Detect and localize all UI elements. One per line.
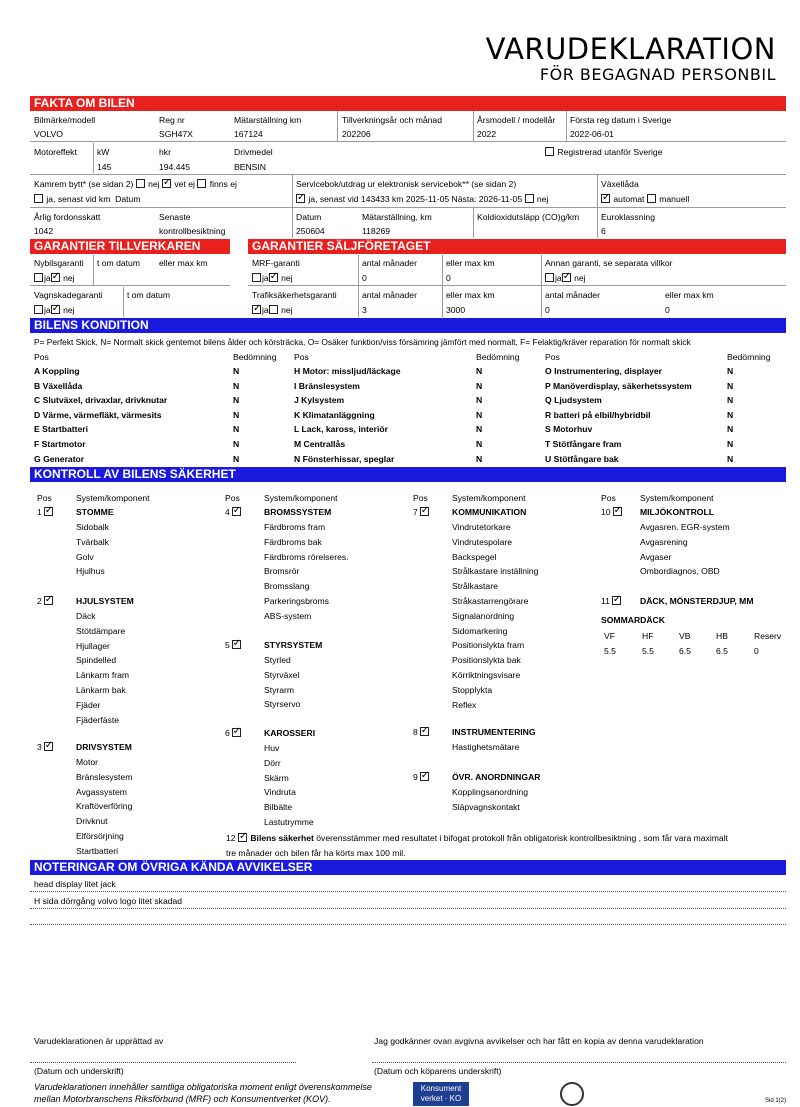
body-damage-nej-checkbox[interactable] — [51, 305, 60, 314]
seller-signature-caption: (Datum och underskrift) — [34, 1066, 124, 1076]
service-book-nej-checkbox[interactable] — [525, 194, 534, 203]
safety-group-header — [601, 507, 623, 517]
safety-item: Strålkastare inställning — [452, 566, 539, 577]
safety-group-checkbox[interactable] — [420, 727, 429, 736]
label-max-km: eller max km — [159, 258, 208, 268]
condition-item: G Generator — [34, 453, 85, 464]
safety-statement: 12 ✓ Bilens säkerhet överensstämmer med resultatet i bifogat protokoll från obligatorisk kontrollbesiktning , som får vara maximalt — [226, 833, 728, 843]
divider — [93, 143, 94, 173]
notes-heading: NOTERINGAR OM ÖVRIGA KÄNDA AVVIKELSER — [30, 860, 786, 875]
condition-item: K Klimatanläggning — [294, 409, 375, 420]
condition-pos-header: Pos — [34, 352, 49, 362]
label-manufactured: Tillverkningsår och månad — [342, 115, 442, 125]
label-odometer: Mätarställning km — [234, 115, 302, 125]
mrf-ja-checkbox[interactable] — [252, 273, 261, 282]
label-first-reg: Första reg datum i Sverige — [570, 115, 672, 125]
value-inspection-date: 250604 — [296, 226, 325, 236]
safety-group-header — [225, 507, 242, 517]
safety-system-header: System/komponent — [640, 493, 714, 503]
condition-item: C Slutväxel, drivaxlar, drivknutar — [34, 395, 168, 406]
traffic-nej-checkbox[interactable] — [269, 305, 278, 314]
safety-item: Spindelled — [76, 655, 117, 666]
value-first-reg: 2022-06-01 — [570, 129, 614, 139]
safety-item: Vindrutespolare — [452, 536, 513, 547]
safety-statement-line2: tre månader och bilen får ha körts max 100 mil. — [226, 848, 406, 858]
safety-item: Färdbroms bak — [264, 536, 322, 547]
note-line-1: head display litet jack — [34, 879, 116, 889]
divider — [442, 255, 443, 317]
safety-group-number: 10 — [601, 507, 611, 517]
summer-tires-label: SOMMARDÄCK — [601, 615, 665, 625]
safety-item: Styrservo — [264, 699, 301, 710]
safety-group-number: 5 — [225, 640, 230, 650]
label-traffic-months: antal månader — [362, 290, 417, 300]
safety-group-title: STYRSYSTEM — [264, 640, 323, 650]
condition-item: R batteri på elbil/hybridbil — [545, 409, 651, 420]
divider — [566, 111, 567, 141]
safety-item: Startbatteri — [76, 845, 119, 856]
seller-signature-line[interactable] — [30, 1062, 296, 1063]
label-co2: Koldioxidutsläpp (CO)g/km — [477, 212, 580, 222]
safety-group-title: KAROSSERI — [264, 728, 316, 738]
divider — [473, 208, 474, 238]
footer-note-1: Varudeklarationen innehåller samtliga obligatoriska moment enligt överenskommelse — [34, 1082, 372, 1092]
divider — [30, 285, 230, 286]
condition-item: H Motor: missljud/läckage — [294, 366, 401, 376]
condition-pos-header: Pos — [545, 352, 560, 362]
dealer-guarantee-heading: GARANTIER SÄLJFÖRETAGET — [248, 239, 786, 254]
safety-system-header: System/komponent — [76, 493, 150, 503]
traffic-options: ✓ja nej — [252, 305, 293, 315]
condition-heading: BILENS KONDITION — [30, 318, 786, 333]
safety-system-header: System/komponent — [452, 493, 526, 503]
label-service-book: Servicebok/utdrag ur elektronisk servicebok** (se sidan 2) — [296, 179, 517, 189]
divider — [30, 141, 786, 142]
tire-position-header: VB — [679, 631, 691, 641]
condition-grade: N — [233, 395, 240, 406]
divider — [292, 208, 293, 238]
value-traffic-km: 3000 — [446, 305, 466, 315]
document-title: VARUDEKLARATION — [485, 32, 776, 66]
safety-item: Bränslesystem — [76, 771, 133, 782]
safety-item: Sidobalk — [76, 522, 109, 532]
divider — [597, 208, 598, 238]
label-engine-power: Motoreffekt — [34, 147, 77, 157]
label-inspection-odometer: Mätarställning, km — [362, 212, 432, 222]
body-damage-ja-checkbox[interactable] — [34, 305, 43, 314]
label-new-car-guarantee: Nybilsgaranti — [34, 258, 84, 268]
safety-group-checkbox[interactable] — [612, 596, 621, 605]
safety-group-number: 7 — [413, 507, 418, 517]
condition-grade: N — [476, 439, 483, 449]
safety-group-number: 4 — [225, 507, 230, 517]
konsumentverket-logo: Konsument verket · KO — [413, 1082, 469, 1106]
condition-grade-header: Bedömning — [727, 352, 771, 362]
condition-item: I Bränslesystem — [294, 380, 360, 391]
condition-grade: N — [476, 366, 483, 376]
new-car-nej-checkbox[interactable] — [51, 273, 60, 282]
label-kw: kW — [97, 147, 110, 157]
divider — [248, 285, 786, 286]
condition-item: A Koppling — [34, 366, 80, 376]
divider — [123, 287, 124, 317]
safety-item: Körriktningsvisare — [452, 670, 521, 680]
safety-item: Hjullager — [76, 640, 110, 651]
safety-group-header — [37, 596, 54, 606]
gearbox-manuell-checkbox[interactable] — [647, 194, 656, 203]
note-rule — [30, 891, 786, 892]
safety-item: Reflex — [452, 699, 477, 710]
safety-item: Drivknut — [76, 816, 108, 827]
safety-group-checkbox[interactable] — [44, 507, 53, 516]
mrf-seal-icon — [560, 1082, 584, 1106]
condition-grade: N — [727, 439, 734, 449]
condition-item: T Stötfångare fram — [545, 439, 622, 449]
value-traffic-months: 3 — [362, 305, 367, 315]
value-fuel: BENSIN — [234, 162, 266, 172]
divider — [337, 111, 338, 141]
value-mrf-km: 0 — [446, 273, 451, 283]
safety-group-header — [225, 640, 242, 650]
service-book-option: ✓ ja, senast vid 143433 km 2025-11-05 Nästa: 2026-11-05 nej — [296, 194, 548, 204]
body-damage-options: ja✓ nej — [34, 305, 75, 315]
condition-item: D Värme, värmefläkt, värmesits — [34, 409, 162, 420]
condition-item: Q Ljudsystem — [545, 395, 602, 406]
condition-pos-header: Pos — [294, 352, 309, 362]
safety-group-title: STOMME — [76, 507, 114, 517]
safety-item: Signalanordning — [452, 610, 515, 621]
safety-item: Fjäder — [76, 699, 101, 710]
condition-grade: N — [233, 380, 240, 391]
divider — [30, 207, 786, 208]
value-odometer: 167124 — [234, 129, 263, 139]
condition-grade: N — [727, 380, 734, 391]
safety-group-number: 9 — [413, 772, 418, 782]
value-other-km: 0 — [665, 305, 670, 315]
mrf-options: ja✓ nej — [252, 273, 293, 283]
tire-position-header: HF — [642, 631, 654, 641]
safety-group-number: 8 — [413, 727, 418, 737]
safety-item: Bromsslang — [264, 581, 310, 592]
condition-grade: N — [476, 424, 483, 435]
value-model-year: 2022 — [477, 129, 497, 139]
condition-grade: N — [233, 366, 240, 376]
safety-item: Stopplykta — [452, 684, 493, 695]
safety-item: ABS-system — [264, 610, 312, 621]
timing-belt-vet-ej-checkbox[interactable] — [162, 179, 171, 188]
safety-item: Kraftöverföring — [76, 801, 133, 812]
condition-grade: N — [233, 424, 240, 435]
safety-group-title: MILJÖKONTROLL — [640, 507, 714, 517]
buyer-signature-line[interactable] — [372, 1062, 786, 1063]
prepared-by-label: Varudeklarationen är upprättad av — [34, 1036, 164, 1046]
condition-grade: N — [727, 409, 734, 420]
safety-item: Vindruta — [264, 787, 296, 798]
condition-grade: N — [727, 395, 734, 406]
safety-item: Dörr — [264, 757, 281, 768]
other-ja-checkbox[interactable] — [545, 273, 554, 282]
label-reg-nr: Reg nr — [159, 115, 185, 125]
safety-group-title: HJULSYSTEM — [76, 596, 134, 606]
divider — [541, 255, 542, 317]
label-latest: Senaste — [159, 212, 191, 222]
condition-item: J Kylsystem — [294, 395, 345, 406]
safety-group-checkbox[interactable] — [420, 507, 429, 516]
statement-checkbox[interactable] — [238, 833, 247, 842]
safety-item: Färdbroms fram — [264, 522, 326, 532]
safety-item: Styrled — [264, 655, 291, 665]
timing-belt-group: Kamrem bytt* (se sidan 2) nej ✓ vet ej finns ej — [34, 179, 237, 189]
condition-grade-header: Bedömning — [476, 352, 520, 362]
value-kw: 145 — [97, 162, 112, 172]
safety-item: Elförsörjning — [76, 831, 124, 841]
safety-item: Styrväxel — [264, 669, 300, 680]
value-hkr: 194.445 — [159, 162, 191, 172]
divider — [358, 255, 359, 317]
safety-item: Färdbroms rörelseres. — [264, 551, 349, 562]
condition-grade: N — [233, 453, 240, 464]
safety-group-number: 2 — [37, 596, 42, 606]
condition-grade: N — [727, 366, 734, 376]
timing-belt-finns-ej-checkbox[interactable] — [197, 179, 206, 188]
timing-belt-yes-option: ja, senast vid km Datum — [34, 194, 140, 204]
safety-group-title: INSTRUMENTERING — [452, 727, 536, 737]
tire-depth-value: 0 — [754, 646, 759, 656]
safety-item: Hjulhus — [76, 566, 105, 577]
condition-item: E Startbatteri — [34, 424, 88, 435]
traffic-ja-checkbox[interactable] — [252, 305, 261, 314]
condition-item: F Startmotor — [34, 439, 86, 449]
safety-item: Sidomarkering — [452, 625, 508, 636]
gearbox-automat-checkbox[interactable] — [601, 194, 610, 203]
tire-depth-value: 6.5 — [716, 646, 728, 656]
divider — [597, 175, 598, 207]
document-subtitle: FÖR BEGAGNAD PERSONBIL — [539, 65, 776, 84]
safety-item: Länkarm bak — [76, 685, 126, 695]
safety-group-checkbox[interactable] — [613, 507, 622, 516]
safety-item: Styrarm — [264, 684, 295, 695]
new-car-ja-checkbox[interactable] — [34, 273, 43, 282]
safety-group-title: BROMSSYSTEM — [264, 507, 332, 517]
safety-item: Släpvagnskontakt — [452, 801, 520, 812]
registered-abroad-option[interactable]: Registrerad utanför Sverige — [545, 147, 662, 157]
note-rule — [30, 908, 786, 909]
condition-item: L Lack, kaross, interiör — [294, 424, 388, 435]
value-reg-nr: SGH47X — [159, 129, 193, 139]
condition-grade: N — [476, 380, 483, 391]
condition-grade: N — [476, 395, 483, 406]
condition-item: M Centrallås — [294, 439, 346, 449]
safety-group-number: 11 — [601, 596, 610, 606]
value-manufactured: 202206 — [342, 129, 371, 139]
safety-group-header — [37, 507, 54, 517]
safety-pos-header: Pos — [601, 493, 616, 503]
safety-item: Positionslykta fram — [452, 640, 525, 651]
footer-note-2: mellan Motorbranschens Riksförbund (MRF) och Konsumentverket (KOV). — [34, 1094, 331, 1104]
other-nej-checkbox[interactable] — [562, 273, 571, 282]
safety-group-header — [413, 727, 430, 737]
condition-grade: N — [233, 409, 240, 420]
divider — [30, 174, 786, 175]
condition-grade: N — [727, 424, 734, 435]
safety-group-title: DÄCK, MÖNSTERDJUP, MM — [640, 596, 754, 606]
label-gearbox: Växellåda — [601, 179, 639, 189]
label-model-year: Årsmodell / modellår — [477, 115, 556, 125]
tire-depth-value: 5.5 — [642, 646, 654, 656]
safety-item: Parkeringsbroms — [264, 596, 329, 606]
facts-heading: FAKTA OM BILEN — [30, 96, 786, 111]
safety-item: Lastutrymme — [264, 817, 314, 827]
label-mrf-km: eller max km — [446, 258, 495, 268]
value-euro-class: 6 — [601, 226, 606, 236]
safety-item: Hastighetsmätare — [452, 742, 520, 752]
label-mrf-guarantee: MRF-garanti — [252, 258, 300, 268]
timing-belt-ja-checkbox[interactable] — [34, 194, 43, 203]
new-car-guarantee-options: ja✓ nej — [34, 273, 75, 283]
mrf-nej-checkbox[interactable] — [269, 273, 278, 282]
value-latest: kontrollbesiktning — [159, 226, 226, 236]
value-inspection-odometer: 118269 — [362, 226, 391, 236]
safety-group-number: 3 — [37, 742, 42, 752]
label-fuel: Drivmedel — [234, 147, 273, 157]
safety-system-header: System/komponent — [264, 493, 338, 503]
safety-group-checkbox[interactable] — [232, 728, 241, 737]
manufacturer-guarantee-heading: GARANTIER TILLVERKAREN — [30, 239, 230, 254]
safety-group-number: 1 — [37, 507, 42, 517]
safety-item: Skärm — [264, 772, 289, 783]
label-other-km: eller max km — [665, 290, 714, 300]
safety-group-header — [413, 507, 430, 517]
value-vehicle-tax: 1042 — [34, 226, 54, 236]
safety-pos-header: Pos — [37, 493, 52, 503]
timing-belt-nej-checkbox[interactable] — [136, 179, 145, 188]
safety-group-checkbox[interactable] — [420, 772, 429, 781]
safety-item: Huv — [264, 743, 280, 753]
safety-item: Tvärbalk — [76, 536, 109, 547]
safety-item: Avgasren. EGR-system — [640, 522, 730, 532]
condition-grade: N — [476, 453, 483, 464]
safety-item: Länkarm fram — [76, 670, 130, 681]
safety-item: Positionslykta bak — [452, 655, 521, 666]
condition-item: S Motorhuv — [545, 424, 593, 435]
condition-item: B Växellåda — [34, 380, 83, 391]
label-traffic-guarantee: Trafiksäkerhetsgaranti — [252, 290, 337, 300]
condition-item: P Manöverdisplay, säkerhetssystem — [545, 380, 692, 391]
safety-heading: KONTROLL AV BILENS SÄKERHET — [30, 467, 786, 482]
tire-position-header: VF — [604, 631, 615, 641]
safety-item: Kopplingsanordning — [452, 787, 528, 797]
safety-group-header — [225, 728, 242, 738]
other-guarantee-options: ja✓ nej — [545, 273, 586, 283]
label-other-guarantee: Annan garanti, se separata villkor — [545, 258, 673, 268]
label-hkr: hkr — [159, 147, 171, 157]
divider — [292, 175, 293, 207]
safety-group-checkbox[interactable] — [44, 596, 53, 605]
tire-depth-value: 5.5 — [604, 646, 616, 656]
safety-item: Avgaser — [640, 551, 672, 562]
safety-item: Ombordiagnos, OBD — [640, 566, 720, 577]
note-rule — [30, 924, 786, 925]
registered-abroad-checkbox[interactable] — [545, 147, 554, 156]
safety-item: Däck — [76, 611, 96, 621]
safety-group-header — [413, 772, 430, 782]
value-other-months: 0 — [545, 305, 550, 315]
condition-item: N Fönsterhissar, speglar — [294, 453, 395, 464]
condition-grade: N — [476, 409, 483, 420]
divider — [93, 255, 94, 285]
safety-item: Bilbälte — [264, 802, 293, 813]
label-vehicle-tax: Årlig fordonsskatt — [34, 212, 101, 222]
condition-grade: N — [233, 439, 240, 449]
condition-item: U Stötfångare bak — [545, 453, 619, 464]
tire-position-header: Reserv — [754, 631, 782, 641]
page-number: Sid 1(2) — [765, 1098, 787, 1104]
label-inspection-date: Datum — [296, 212, 322, 222]
label-traffic-km: eller max km — [446, 290, 495, 300]
buyer-approval-label: Jag godkänner ovan avgivna avvikelser och har fått en kopia av denna varudeklaration — [374, 1036, 704, 1046]
label-until-date: t om datum — [97, 258, 140, 268]
label-euro-class: Euroklassning — [601, 212, 655, 222]
safety-group-header — [601, 596, 622, 606]
safety-group-title: KOMMUNIKATION — [452, 507, 527, 517]
label-until-date-2: t om datum — [127, 290, 170, 300]
value-make-model: VOLVO — [34, 129, 63, 139]
safety-pos-header: Pos — [413, 493, 428, 503]
safety-item: Stötdämpare — [76, 625, 126, 636]
safety-item: Backspegel — [452, 551, 497, 562]
label-make-model: Bilmärke/modell — [34, 115, 96, 125]
tire-depth-value: 6.5 — [679, 646, 691, 656]
safety-group-number: 6 — [225, 728, 230, 738]
safety-item: Stråkastarrengörare — [452, 596, 529, 606]
buyer-signature-caption: (Datum och köparens underskrift) — [374, 1066, 502, 1076]
divider — [473, 111, 474, 141]
safety-item: Golv — [76, 551, 94, 562]
safety-pos-header: Pos — [225, 493, 240, 503]
service-book-ja-checkbox[interactable] — [296, 194, 305, 203]
label-mrf-months: antal månader — [362, 258, 417, 268]
safety-item: Motor — [76, 757, 98, 767]
condition-grade: N — [727, 453, 734, 464]
value-mrf-months: 0 — [362, 273, 367, 283]
safety-group-header — [37, 742, 54, 752]
safety-item: Avgassystem — [76, 786, 127, 797]
condition-item: O Instrumentering, displayer — [545, 366, 662, 376]
safety-group-checkbox[interactable] — [232, 640, 241, 649]
condition-legend: P= Perfekt Skick, N= Normalt skick gentemot bilens ålder och körsträcka, O= Osäker funktion/viss försämring jämfört med normalt, F= Felaktig/kräver reparation för normalt skick — [34, 337, 691, 347]
note-line-2: H sida dörrgång volvo logo litet skadad — [34, 896, 183, 906]
safety-group-title: DRIVSYSTEM — [76, 742, 132, 752]
safety-group-checkbox[interactable] — [44, 742, 53, 751]
safety-group-title: ÖVR. ANORDNINGAR — [452, 772, 541, 782]
safety-item: Strålkastare — [452, 581, 498, 592]
label-other-months: antal månader — [545, 290, 600, 300]
safety-item: Fjäderfäste — [76, 714, 119, 725]
safety-item: Vindrutetorkare — [452, 522, 511, 532]
condition-grade-header: Bedömning — [233, 352, 277, 362]
safety-group-checkbox[interactable] — [232, 507, 241, 516]
tire-position-header: HB — [716, 631, 728, 641]
safety-item: Avgasrening — [640, 536, 688, 547]
safety-item: Bromsrör — [264, 566, 300, 577]
label-body-damage-guarantee: Vagnskadegaranti — [34, 290, 103, 300]
gearbox-options: ✓ automat manuell — [601, 194, 689, 204]
